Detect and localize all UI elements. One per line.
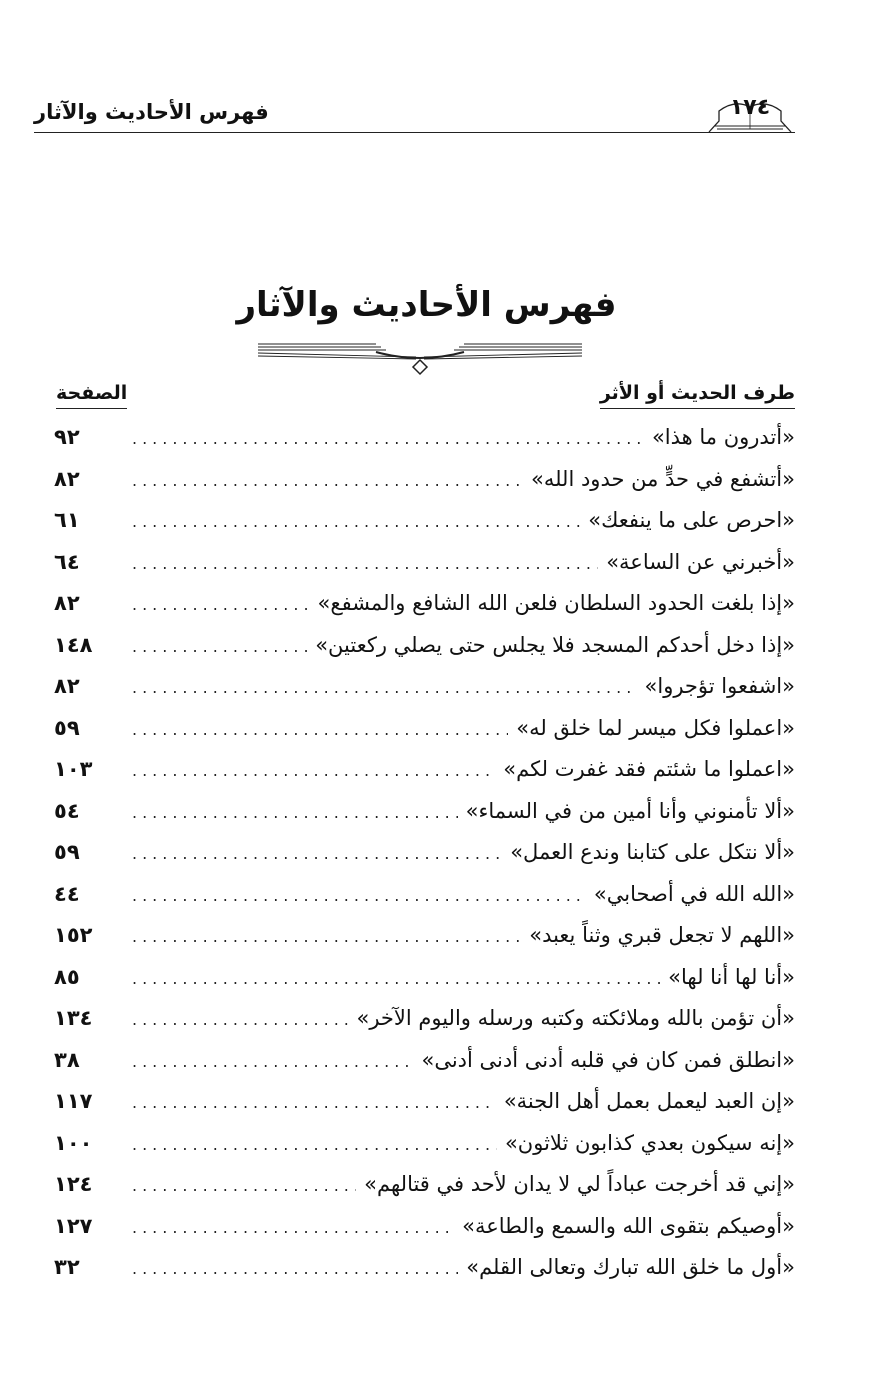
index-entry bbox=[52, 799, 795, 841]
dot-leader bbox=[132, 1218, 454, 1237]
entry-page-number: ٣٢ bbox=[54, 1255, 80, 1279]
index-entry bbox=[52, 757, 795, 799]
entry-text: «إنه سيكون بعدي كذابون ثلاثون» bbox=[504, 1130, 795, 1155]
page-title: فهرس الأحاديث والآثار bbox=[236, 285, 617, 325]
title-divider-ornament bbox=[256, 340, 584, 382]
index-entry bbox=[52, 425, 795, 467]
entry-page-number: ١٠٠ bbox=[54, 1130, 93, 1155]
index-entry bbox=[52, 1048, 795, 1090]
entry-text: «الله الله في أصحابي» bbox=[593, 881, 795, 906]
entry-page-number: ٦١ bbox=[54, 508, 80, 532]
dot-leader bbox=[132, 886, 586, 905]
index-entry bbox=[52, 965, 795, 1007]
entry-page-number: ١٢٧ bbox=[54, 1213, 93, 1238]
entry-text: «أن تؤمن بالله وملائكته وكتبه ورسله واليوم الآخر» bbox=[356, 1006, 795, 1030]
entry-page-number: ١٠٣ bbox=[54, 757, 93, 781]
index-entry bbox=[52, 840, 795, 882]
index-entry bbox=[52, 674, 795, 716]
entry-text: «أتشفع في حدٍّ من حدود الله» bbox=[530, 466, 795, 491]
entry-text: «أتدرون ما هذا» bbox=[651, 425, 795, 449]
dot-leader bbox=[132, 720, 508, 739]
entry-text: «إني قد أخرجت عباداً لي لا يدان لأحد في قتالهم» bbox=[364, 1172, 795, 1196]
entry-page-number: ١٣٤ bbox=[54, 1006, 93, 1030]
dot-leader bbox=[132, 844, 502, 863]
entry-text: «أخبرني عن الساعة» bbox=[606, 549, 795, 574]
dot-leader bbox=[132, 678, 637, 697]
dot-leader bbox=[132, 1052, 413, 1071]
dot-leader bbox=[132, 1093, 496, 1112]
index-entry bbox=[52, 1089, 795, 1131]
dot-leader bbox=[132, 554, 598, 573]
page-number-badge bbox=[705, 93, 795, 133]
index-entry bbox=[52, 1214, 795, 1256]
entry-page-number: ٥٤ bbox=[54, 798, 80, 823]
page-column-heading: الصفحة bbox=[56, 382, 127, 409]
index-entry bbox=[52, 1131, 795, 1173]
index-entry bbox=[52, 1172, 795, 1214]
dot-leader bbox=[132, 595, 310, 614]
index-entry bbox=[52, 550, 795, 592]
running-header bbox=[34, 82, 795, 133]
dot-leader bbox=[132, 1259, 458, 1278]
entry-page-number: ٨٢ bbox=[54, 591, 80, 615]
entry-text: «أنا لها أنا لها» bbox=[668, 964, 795, 989]
entry-page-number: ١١٧ bbox=[54, 1089, 93, 1113]
entry-text: «أول ما خلق الله تبارك وتعالى القلم» bbox=[466, 1255, 795, 1279]
page-number: ١٧٤ bbox=[729, 95, 771, 120]
entry-page-number: ٨٢ bbox=[54, 466, 80, 491]
dot-leader bbox=[132, 1135, 497, 1154]
entry-text: «اعملوا فكل ميسر لما خلق له» bbox=[516, 715, 795, 740]
dot-leader bbox=[132, 969, 660, 988]
entry-text: «إن العبد ليعمل بعمل أهل الجنة» bbox=[503, 1089, 795, 1113]
entry-text: «اعملوا ما شئتم فقد غفرت لكم» bbox=[503, 757, 795, 781]
index-entry bbox=[52, 508, 795, 550]
entry-text: «انطلق فمن كان في قلبه أدنى أدنى أدنى» bbox=[421, 1047, 795, 1072]
index-entry bbox=[52, 467, 795, 509]
running-title: فهرس الأحاديث والآثار bbox=[34, 100, 269, 124]
dot-leader bbox=[132, 1010, 348, 1029]
entry-page-number: ٥٩ bbox=[54, 840, 80, 864]
entry-page-number: ٩٢ bbox=[54, 425, 80, 449]
index-entry bbox=[52, 1255, 795, 1297]
index-entry bbox=[52, 1006, 795, 1048]
index-entry bbox=[52, 633, 795, 675]
entry-text: «إذا بلغت الحدود السلطان فلعن الله الشافع والمشفع» bbox=[317, 591, 795, 615]
entry-text: «احرص على ما ينفعك» bbox=[588, 508, 795, 532]
index-entry bbox=[52, 716, 795, 758]
entry-page-number: ١٢٤ bbox=[54, 1172, 93, 1196]
index-entry bbox=[52, 923, 795, 965]
entry-page-number: ٥٩ bbox=[54, 715, 80, 740]
dot-leader bbox=[132, 761, 495, 780]
dot-leader bbox=[132, 471, 523, 490]
entry-text: «ألا نتكل على كتابنا وندع العمل» bbox=[510, 840, 795, 864]
entry-text: «اشفعوا تؤجروا» bbox=[644, 674, 795, 698]
entry-text: «إذا دخل أحدكم المسجد فلا يجلس حتى يصلي ركعتين» bbox=[315, 632, 795, 657]
entry-page-number: ٣٨ bbox=[54, 1047, 80, 1072]
dot-leader bbox=[132, 927, 521, 946]
entry-text: «اللهم لا تجعل قبري وثناً يعبد» bbox=[529, 923, 795, 947]
dot-leader bbox=[132, 429, 644, 448]
dot-leader bbox=[132, 1176, 356, 1195]
entry-page-number: ٤٤ bbox=[54, 881, 80, 906]
dot-leader bbox=[132, 512, 580, 531]
entry-column-heading: طرف الحديث أو الأثر bbox=[600, 382, 795, 409]
dot-leader bbox=[132, 637, 307, 656]
entry-page-number: ٨٢ bbox=[54, 674, 80, 698]
hadith-index-list bbox=[52, 425, 795, 1297]
entry-page-number: ٦٤ bbox=[54, 549, 80, 574]
dot-leader bbox=[132, 803, 458, 822]
entry-page-number: ٨٥ bbox=[54, 964, 80, 989]
index-entry bbox=[52, 882, 795, 924]
entry-page-number: ١٤٨ bbox=[54, 632, 93, 657]
entry-text: «ألا تأمنوني وأنا أمين من في السماء» bbox=[465, 798, 795, 823]
entry-text: «أوصيكم بتقوى الله والسمع والطاعة» bbox=[462, 1213, 795, 1238]
entry-page-number: ١٥٢ bbox=[54, 923, 93, 947]
index-entry bbox=[52, 591, 795, 633]
